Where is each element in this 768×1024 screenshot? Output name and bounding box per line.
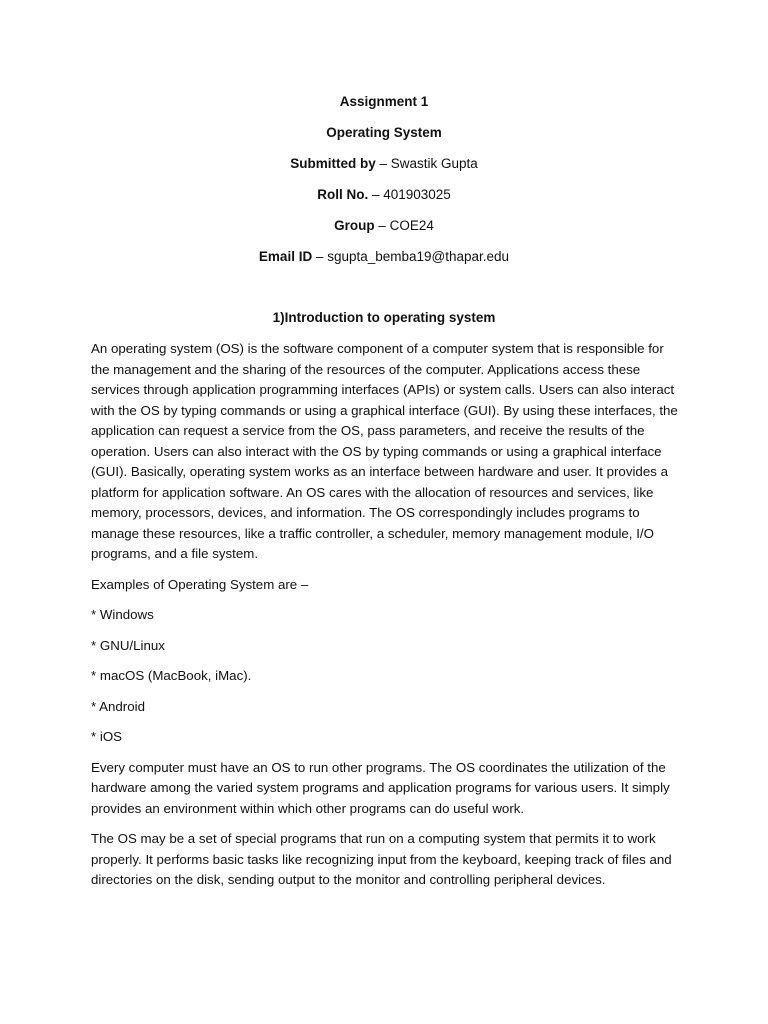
examples-heading: Examples of Operating System are –	[91, 576, 309, 592]
email-value: – sgupta_bemba19@thapar.edu	[312, 249, 510, 264]
paragraph-special-programs: The OS may be a set of special programs that run on a computing system that permits it to work properly. It performs basic tasks like recognizing input from the keyboard, keeping track of files and directories on the disk, sending output to the monitor and controlling peripheral devices.	[91, 831, 672, 887]
roll-number-line	[0, 186, 768, 217]
list-item: * iOS	[91, 729, 123, 744]
submitted-by-value: – Swastik Gupta	[375, 156, 478, 171]
submitted-by-label: Submitted by	[290, 156, 376, 171]
subject-title	[0, 124, 768, 155]
section-body	[91, 339, 681, 901]
submitted-by-line	[0, 155, 768, 186]
list-item: * macOS (MacBook, iMac).	[91, 668, 252, 683]
group-label: Group	[334, 218, 375, 233]
email-label: Email ID	[258, 249, 313, 264]
subject-title-text: Operating System	[326, 125, 442, 140]
paragraph-utilization: Every computer must have an OS to run other programs. The OS coordinates the utilization of the hardware among the varied system programs and application programs for various users. It simply provides an environment within which other programs can do useful work.	[91, 759, 670, 816]
email-line	[0, 248, 768, 279]
intro-paragraph: An operating system (OS) is the software component of a computer system that is responsible for the management and the sharing of the resources of the computer. Applications access these services through application programming interfaces (APIs) or system calls. Users can also interact with the OS by typing commands or using a graphical interface (GUI). By using these interfaces, the application can request a service from the OS, pass parameters, and receive the results of the operation. Users can also interact with the OS by typing commands or using a graphical interface (GUI). Basically, operating system works as an interface between hardware and user. It provides a platform for application software. An OS cares with the allocation of resources and services, like memory, processors, devices, and information. The OS correspondingly includes programs to manage these resources, like a traffic controller, a scheduler, memory management module, I/O programs, and a file system.	[91, 341, 678, 561]
roll-number-label: Roll No.	[317, 187, 369, 202]
list-item: * GNU/Linux	[91, 637, 165, 653]
assignment-title-text: Assignment 1	[339, 94, 429, 109]
roll-number-value: – 401903025	[368, 187, 451, 202]
list-item: * Android	[91, 698, 145, 714]
assignment-title	[0, 93, 768, 124]
title-block	[0, 93, 768, 279]
section-heading: 1)Introduction to operating system	[272, 310, 496, 325]
group-line	[0, 217, 768, 248]
group-value: – COE24	[374, 218, 434, 233]
list-item: * Windows	[91, 607, 154, 622]
